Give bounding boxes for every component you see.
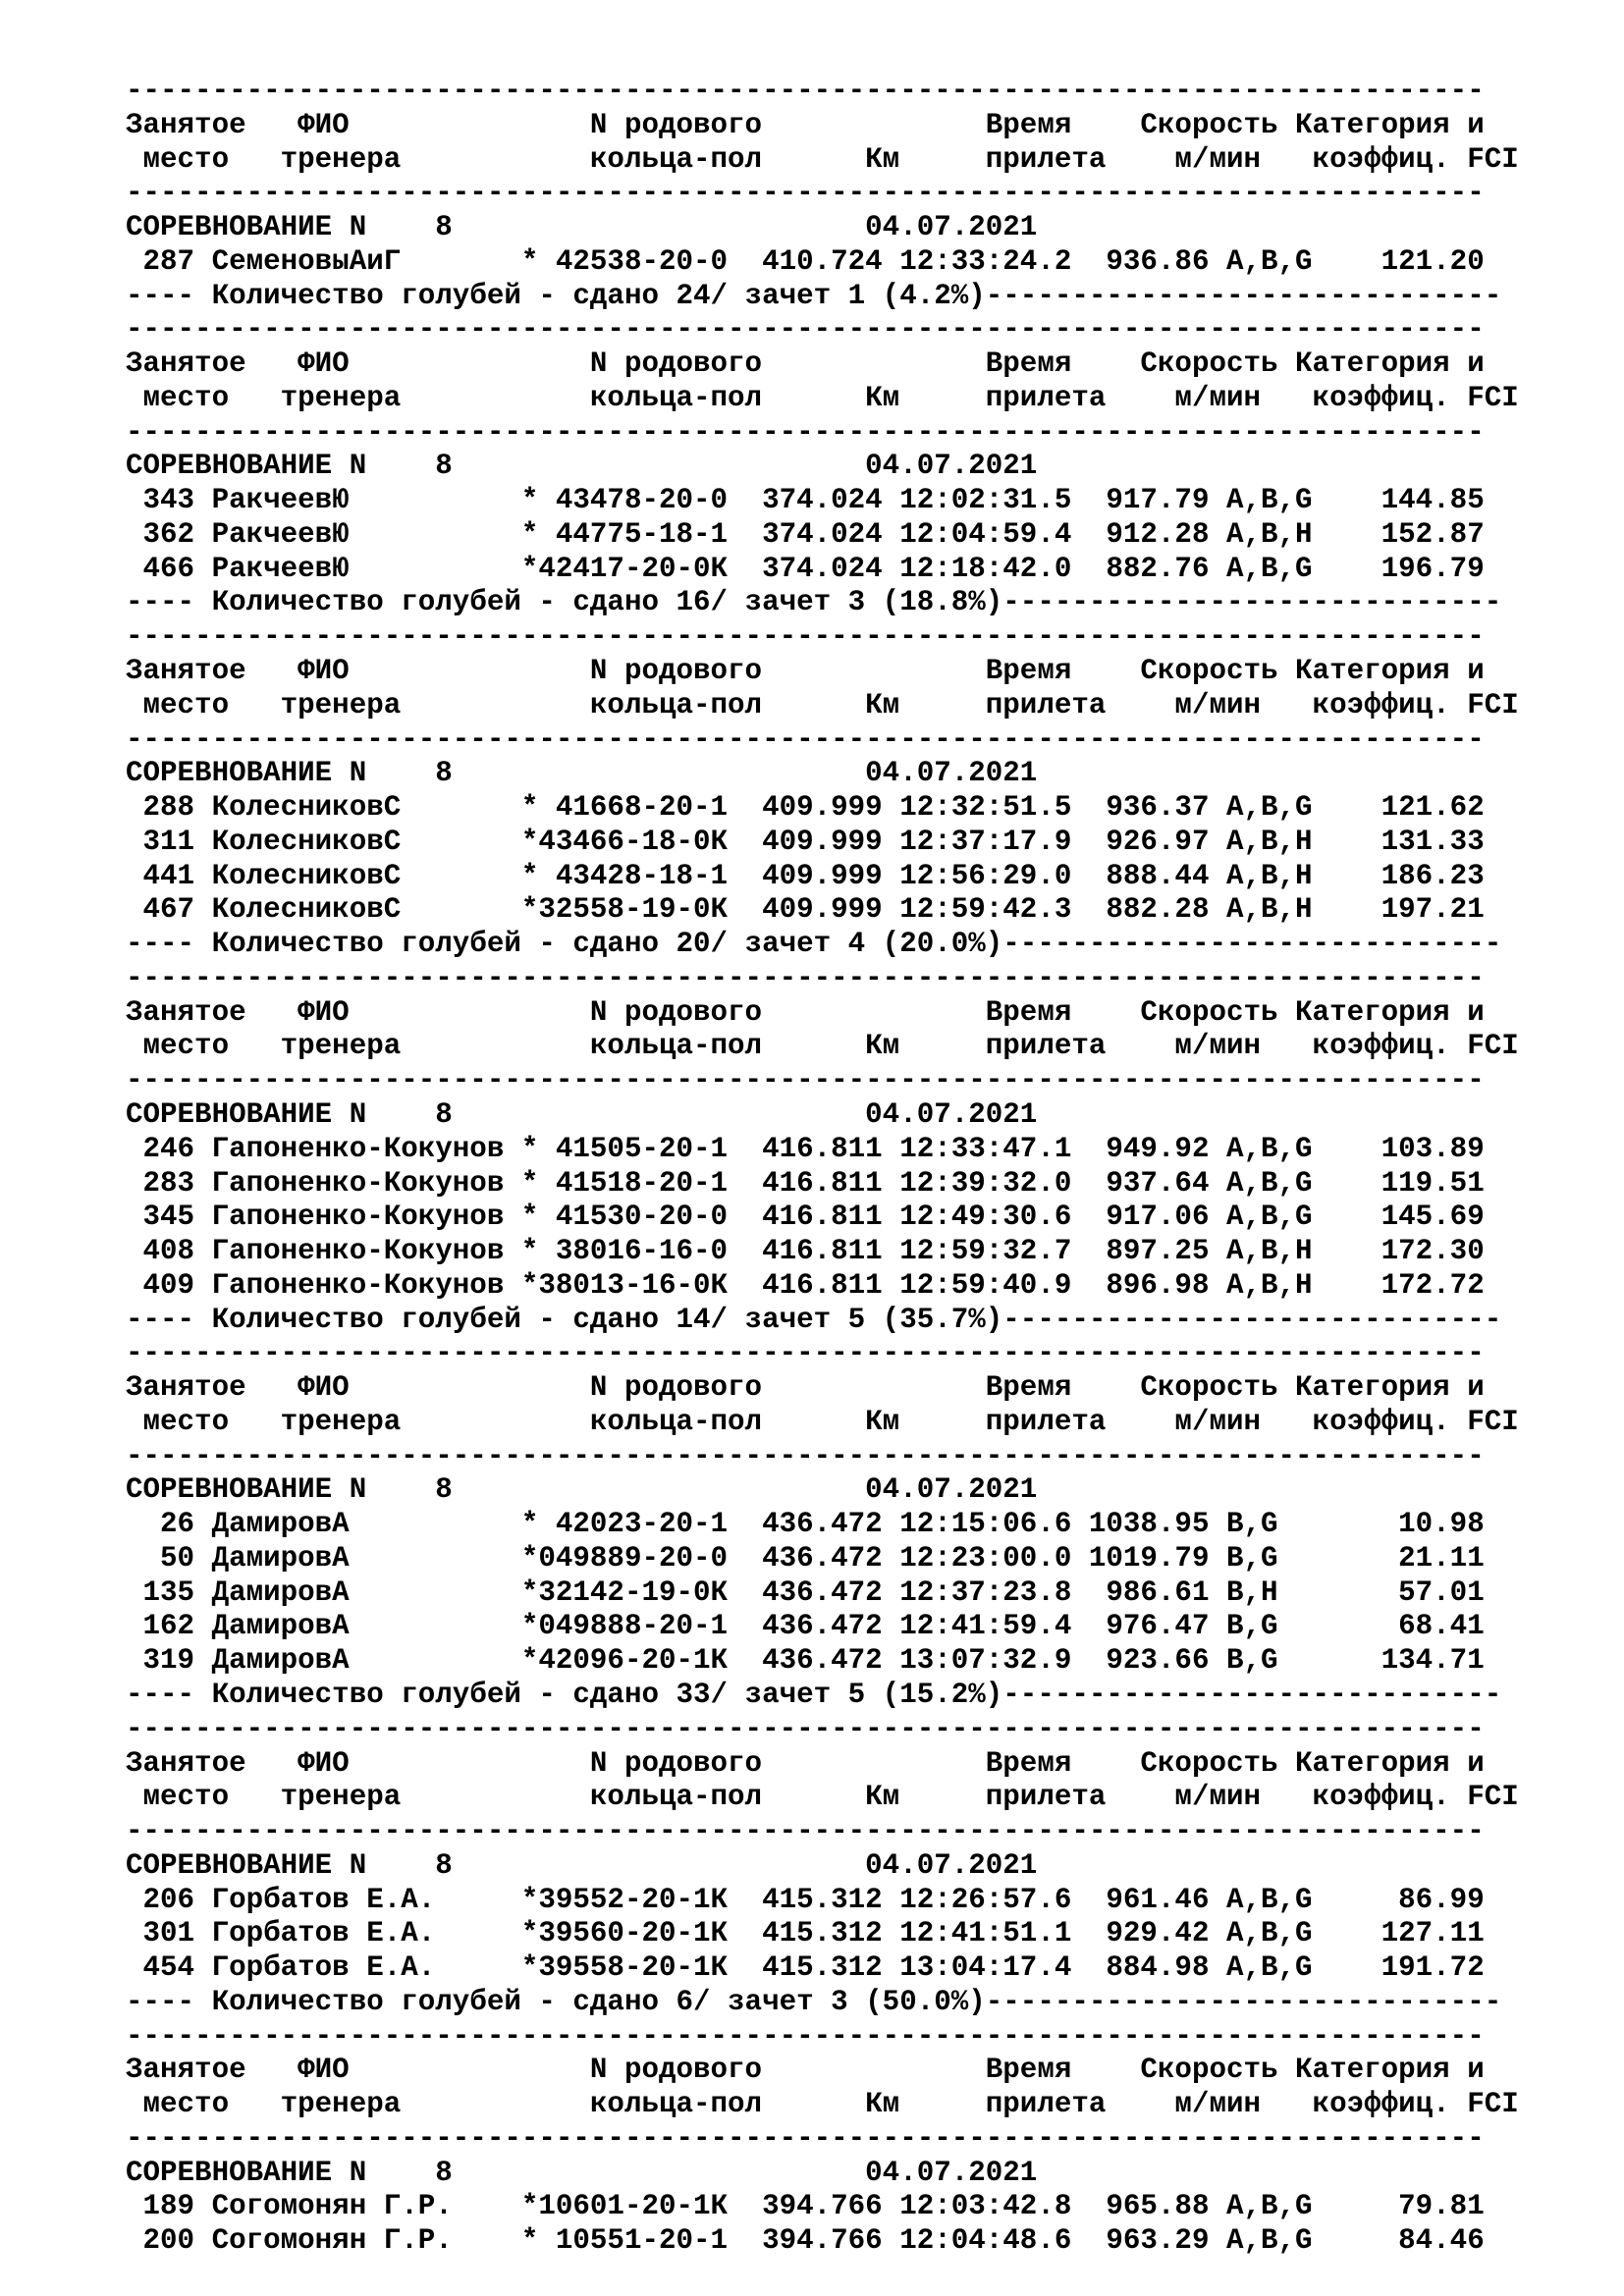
result-row: 467 КолесниковС *32558-19-0К 409.999 12:59:42.3 882.28 A,B,H 197.21 bbox=[126, 893, 1485, 927]
header-line-2: место тренера кольца-пол Км прилета м/мин коэффиц. FCI bbox=[126, 1030, 1519, 1063]
result-row: 283 Гапоненко-Кокунов * 41518-20-1 416.811 12:39:32.0 937.64 A,B,G 119.51 bbox=[126, 1166, 1485, 1200]
result-row: 319 ДамировА *42096-20-1К 436.472 13:07:32.9 923.66 B,G 134.71 bbox=[126, 1644, 1485, 1678]
competition-title: СОРЕВНОВАНИЕ N 8 04.07.2021 bbox=[126, 2156, 1038, 2189]
header-line-2: место тренера кольца-пол Км прилета м/мин коэффиц. FCI bbox=[126, 142, 1519, 176]
competition-title: СОРЕВНОВАНИЕ N 8 04.07.2021 bbox=[126, 757, 1038, 790]
summary-line: ---- Количество голубей - сдано 24/ зачет 1 (4.2%)------------------------------ bbox=[126, 279, 1502, 312]
header-line-2: место тренера кольца-пол Км прилета м/мин коэффиц. FCI bbox=[126, 688, 1519, 721]
separator-line: ------------------------------------------------------------------------------- bbox=[126, 1064, 1485, 1097]
competition-title: СОРЕВНОВАНИЕ N 8 04.07.2021 bbox=[126, 1097, 1038, 1131]
result-row: 26 ДамировА * 42023-20-1 436.472 12:15:06.6 1038.95 B,G 10.98 bbox=[126, 1508, 1485, 1541]
competition-title: СОРЕВНОВАНИЕ N 8 04.07.2021 bbox=[126, 1848, 1038, 1882]
result-row: 287 СеменовыАиГ * 42538-20-0 410.724 12:33:24.2 936.86 A,B,G 121.20 bbox=[126, 244, 1485, 278]
separator-line: ------------------------------------------------------------------------------- bbox=[126, 177, 1485, 210]
separator-line: ------------------------------------------------------------------------------- bbox=[126, 2121, 1485, 2155]
result-row: 454 Горбатов Е.А. *39558-20-1К 415.312 13:04:17.4 884.98 A,B,G 191.72 bbox=[126, 1951, 1485, 1985]
result-row: 246 Гапоненко-Кокунов * 41505-20-1 416.811 12:33:47.1 949.92 A,B,G 103.89 bbox=[126, 1132, 1485, 1165]
separator-line: ------------------------------------------------------------------------------- bbox=[126, 75, 1485, 107]
result-row: 200 Согомонян Г.Р. * 10551-20-1 394.766 12:04:48.6 963.29 A,B,G 84.46 bbox=[126, 2224, 1485, 2258]
separator-line: ------------------------------------------------------------------------------- bbox=[126, 1439, 1485, 1472]
separator-line: ------------------------------------------------------------------------------- bbox=[126, 1337, 1485, 1370]
result-row: 50 ДамировА *049889-20-0 436.472 12:23:00.0 1019.79 B,G 21.11 bbox=[126, 1541, 1485, 1575]
header-line-1: Занятое ФИО N родового Время Скорость Категория и bbox=[126, 347, 1485, 381]
result-row: 466 РакчеевЮ *42417-20-0К 374.024 12:18:42.0 882.76 A,B,G 196.79 bbox=[126, 552, 1485, 585]
competition-title: СОРЕВНОВАНИЕ N 8 04.07.2021 bbox=[126, 450, 1038, 483]
separator-line: ------------------------------------------------------------------------------- bbox=[126, 722, 1485, 756]
summary-line: ---- Количество голубей - сдано 14/ зачет 5 (35.7%)----------------------------- bbox=[126, 1303, 1502, 1336]
header-line-1: Занятое ФИО N родового Время Скорость Категория и bbox=[126, 655, 1485, 688]
summary-line: ---- Количество голубей - сдано 16/ зачет 3 (18.8%)----------------------------- bbox=[126, 586, 1502, 619]
separator-line: ------------------------------------------------------------------------------- bbox=[126, 415, 1485, 449]
separator-line: ------------------------------------------------------------------------------- bbox=[126, 1712, 1485, 1745]
summary-line: ---- Количество голубей - сдано 6/ зачет 3 (50.0%)------------------------------ bbox=[126, 1985, 1502, 2018]
result-row: 362 РакчеевЮ * 44775-18-1 374.024 12:04:59.4 912.28 A,B,H 152.87 bbox=[126, 517, 1485, 551]
result-row: 311 КолесниковС *43466-18-0К 409.999 12:37:17.9 926.97 A,B,H 131.33 bbox=[126, 825, 1485, 858]
summary-line: ---- Количество голубей - сдано 33/ зачет 5 (15.2%)----------------------------- bbox=[126, 1678, 1502, 1711]
header-line-2: место тренера кольца-пол Км прилета м/мин коэффиц. FCI bbox=[126, 1405, 1519, 1438]
separator-line: ------------------------------------------------------------------------------- bbox=[126, 620, 1485, 654]
header-line-1: Занятое ФИО N родового Время Скорость Категория и bbox=[126, 1746, 1485, 1780]
result-row: 135 ДамировА *32142-19-0К 436.472 12:37:23.8 986.61 B,H 57.01 bbox=[126, 1575, 1485, 1609]
result-row: 408 Гапоненко-Кокунов * 38016-16-0 416.811 12:59:32.7 897.25 A,B,H 172.30 bbox=[126, 1235, 1485, 1268]
result-row: 206 Горбатов Е.А. *39552-20-1К 415.312 12:26:57.6 961.46 A,B,G 86.99 bbox=[126, 1883, 1485, 1916]
result-row: 345 Гапоненко-Кокунов * 41530-20-0 416.811 12:49:30.6 917.06 A,B,G 145.69 bbox=[126, 1201, 1485, 1234]
result-row: 409 Гапоненко-Кокунов *38013-16-0К 416.811 12:59:40.9 896.98 A,B,H 172.72 bbox=[126, 1268, 1485, 1302]
result-row: 288 КолесниковС * 41668-20-1 409.999 12:32:51.5 936.37 A,B,G 121.62 bbox=[126, 791, 1485, 825]
result-row: 343 РакчеевЮ * 43478-20-0 374.024 12:02:31.5 917.79 A,B,G 144.85 bbox=[126, 484, 1485, 517]
separator-line: ------------------------------------------------------------------------------- bbox=[126, 313, 1485, 347]
separator-line: ------------------------------------------------------------------------------- bbox=[126, 1815, 1485, 1848]
separator-line: ------------------------------------------------------------------------------- bbox=[126, 961, 1485, 994]
header-line-2: место тренера кольца-пол Км прилета м/мин коэффиц. FCI bbox=[126, 381, 1519, 414]
competition-title: СОРЕВНОВАНИЕ N 8 04.07.2021 bbox=[126, 211, 1038, 244]
header-line-2: место тренера кольца-пол Км прилета м/мин коэффиц. FCI bbox=[126, 1781, 1519, 1814]
separator-line: ------------------------------------------------------------------------------- bbox=[126, 2019, 1485, 2053]
header-line-1: Занятое ФИО N родового Время Скорость Категория и bbox=[126, 995, 1485, 1029]
header-line-1: Занятое ФИО N родового Время Скорость Категория и bbox=[126, 108, 1485, 141]
result-row: 162 ДамировА *049888-20-1 436.472 12:41:59.4 976.47 B,G 68.41 bbox=[126, 1610, 1485, 1643]
result-row: 189 Согомонян Г.Р. *10601-20-1К 394.766 12:03:42.8 965.88 A,B,G 79.81 bbox=[126, 2190, 1485, 2223]
result-row: 441 КолесниковС * 43428-18-1 409.999 12:56:29.0 888.44 A,B,H 186.23 bbox=[126, 859, 1485, 892]
results-printout bbox=[126, 75, 1598, 2259]
header-line-2: место тренера кольца-пол Км прилета м/мин коэффиц. FCI bbox=[126, 2088, 1519, 2121]
header-line-1: Занятое ФИО N родового Время Скорость Категория и bbox=[126, 1371, 1485, 1405]
competition-title: СОРЕВНОВАНИЕ N 8 04.07.2021 bbox=[126, 1473, 1038, 1507]
result-row: 301 Горбатов Е.А. *39560-20-1К 415.312 12:41:51.1 929.42 A,B,G 127.11 bbox=[126, 1917, 1485, 1950]
header-line-1: Занятое ФИО N родового Время Скорость Категория и bbox=[126, 2054, 1485, 2087]
summary-line: ---- Количество голубей - сдано 20/ зачет 4 (20.0%)----------------------------- bbox=[126, 928, 1502, 961]
